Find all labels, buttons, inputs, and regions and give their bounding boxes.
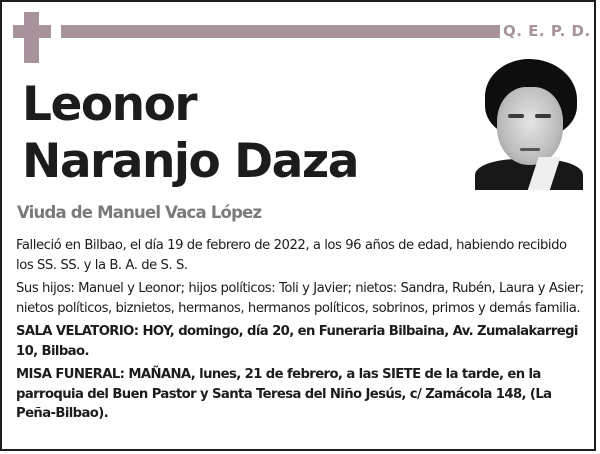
wake-room-paragraph: SALA VELATORIO: HOY, domingo, día 20, en Funeraria Bilbaina, Av. Zumalakarregi 10, Bilbao. <box>16 324 578 359</box>
header-rule <box>61 25 500 38</box>
cross-icon-arm <box>13 25 51 38</box>
portrait-brow <box>535 114 551 118</box>
funeral-mass-paragraph: MISA FUNERAL: MAÑANA, lunes, 21 de febrero, a las SIETE de la tarde, en la parroquia del Buen Pastor y Santa Teresa del Niño Jesús, c/ Zamácola 148, (La Peña-Bilbao). <box>16 367 552 421</box>
deceased-subtitle: Viuda de Manuel Vaca López <box>17 203 262 222</box>
obituary-body <box>16 236 586 428</box>
portrait-mouth <box>520 148 540 151</box>
qepd-label: Q. E. P. D. <box>503 22 591 40</box>
portrait-photo <box>475 59 583 190</box>
deceased-surnames: Naranjo Daza <box>22 134 358 189</box>
deceased-first-name: Leonor <box>22 77 197 132</box>
portrait-face <box>497 87 563 165</box>
portrait-brow <box>508 114 524 118</box>
death-notice-paragraph: Falleció en Bilbao, el día 19 de febrero de 2022, a los 96 años de edad, habiendo recibido los SS. SS. y la B. A. de S. S. <box>16 238 567 273</box>
family-paragraph: Sus hijos: Manuel y Leonor; hijos políticos: Toli y Javier; nietos: Sandra, Rubén, Laura y Asier; nietos políticos, biznietos, hermanos, hermanos políticos, sobrinos, primos y demás familia. <box>16 281 584 316</box>
